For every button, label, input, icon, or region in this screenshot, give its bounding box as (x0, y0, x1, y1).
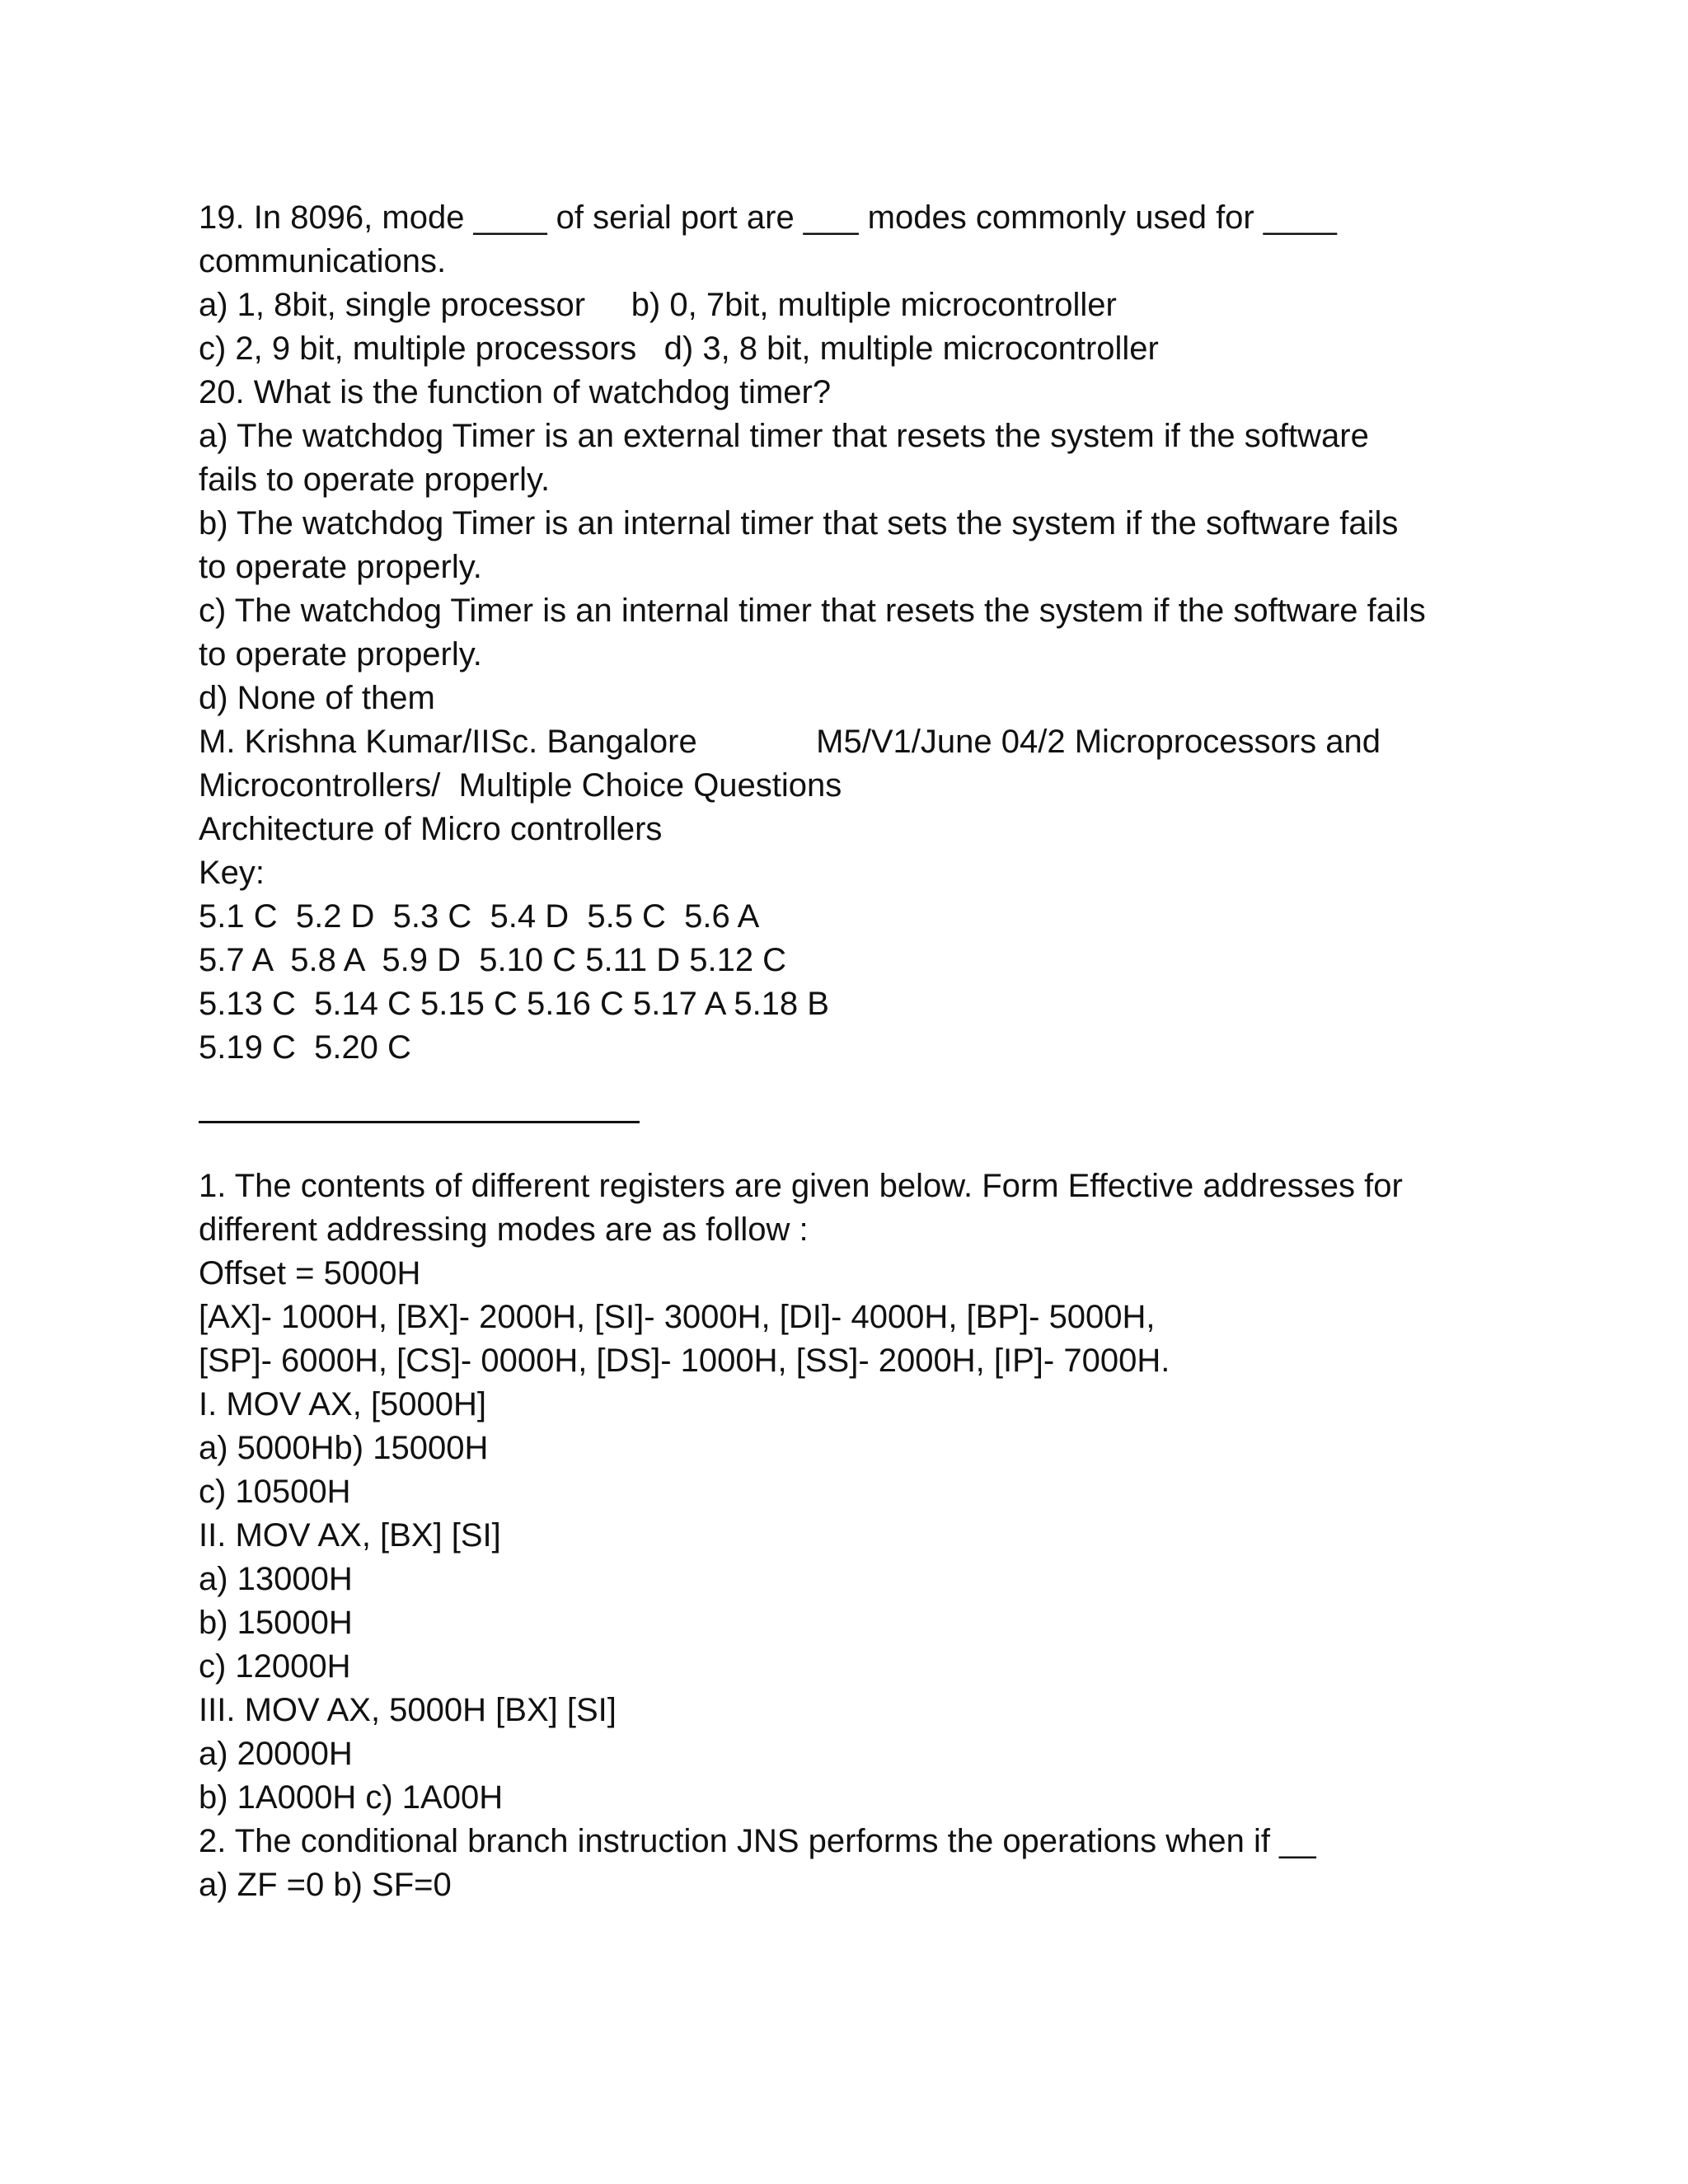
sub-question-3-options-bc: b) 1A000H c) 1A00H (199, 1779, 504, 1816)
footer-author: M. Krishna Kumar/IISc. Bangalore M5/V1/June 04/2 Microprocessors and (199, 724, 1381, 760)
question-20-text: 20. What is the function of watchdog timer? (199, 374, 832, 410)
sub-question-1: I. MOV AX, [5000H] (199, 1386, 487, 1422)
sub-question-1-option-c: c) 10500H (199, 1474, 351, 1510)
question-20-option-c: c) The watchdog Timer is an internal timer that resets the system if the software fails (199, 593, 1426, 629)
sub-question-3: III. MOV AX, 5000H [BX] [SI] (199, 1692, 617, 1728)
question-20-option-a: a) The watchdog Timer is an external timer that resets the system if the software (199, 418, 1369, 454)
section-top (199, 196, 1484, 1070)
key-row: 5.19 C 5.20 C (199, 1029, 411, 1066)
question-20-option-a-cont: fails to operate properly. (199, 462, 551, 498)
register-values: [AX]- 1000H, [BX]- 2000H, [SI]- 3000H, [DI]- 4000H, [BP]- 5000H, (199, 1299, 1156, 1335)
question-1-text: 1. The contents of different registers are given below. Form Effective addresses for (199, 1168, 1403, 1204)
section-heading: Architecture of Micro controllers (199, 811, 663, 847)
question-20-option-b-cont: to operate properly. (199, 549, 482, 585)
sub-question-2-option-a: a) 13000H (199, 1561, 353, 1597)
offset-value: Offset = 5000H (199, 1255, 421, 1291)
question-20-option-d: d) None of them (199, 680, 435, 716)
question-20-option-c-cont: to operate properly. (199, 636, 482, 673)
section-bottom (199, 1165, 1484, 1907)
horizontal-divider (199, 1121, 640, 1123)
sub-question-2-option-c: c) 12000H (199, 1648, 351, 1685)
footer-title: Microcontrollers/ Multiple Choice Questions (199, 767, 842, 804)
question-2-text: 2. The conditional branch instruction JNS performs the operations when if __ (199, 1823, 1316, 1859)
key-heading: Key: (199, 855, 265, 891)
sub-question-2: II. MOV AX, [BX] [SI] (199, 1517, 501, 1554)
key-row: 5.13 C 5.14 C 5.15 C 5.16 C 5.17 A 5.18 B (199, 986, 829, 1022)
key-row: 5.1 C 5.2 D 5.3 C 5.4 D 5.5 C 5.6 A (199, 898, 760, 935)
document-page (199, 196, 1484, 1907)
register-values: [SP]- 6000H, [CS]- 0000H, [DS]- 1000H, [SS]- 2000H, [IP]- 7000H. (199, 1343, 1170, 1379)
question-20-option-b: b) The watchdog Timer is an internal timer that sets the system if the software fails (199, 505, 1399, 541)
sub-question-3-option-a: a) 20000H (199, 1736, 353, 1772)
question-19-text: 19. In 8096, mode ____ of serial port are ___ modes commonly used for ____ (199, 199, 1337, 236)
question-2-options: a) ZF =0 b) SF=0 (199, 1867, 452, 1903)
question-1-text-cont: different addressing modes are as follow : (199, 1212, 809, 1248)
sub-question-1-options-ab: a) 5000Hb) 15000H (199, 1430, 489, 1466)
question-19-text-cont: communications. (199, 243, 447, 279)
question-19-options-cd: c) 2, 9 bit, multiple processors d) 3, 8 bit, multiple microcontroller (199, 330, 1159, 367)
sub-question-2-option-b: b) 15000H (199, 1605, 353, 1641)
question-19-options-ab: a) 1, 8bit, single processor b) 0, 7bit, multiple microcontroller (199, 287, 1117, 323)
key-row: 5.7 A 5.8 A 5.9 D 5.10 C 5.11 D 5.12 C (199, 942, 787, 978)
